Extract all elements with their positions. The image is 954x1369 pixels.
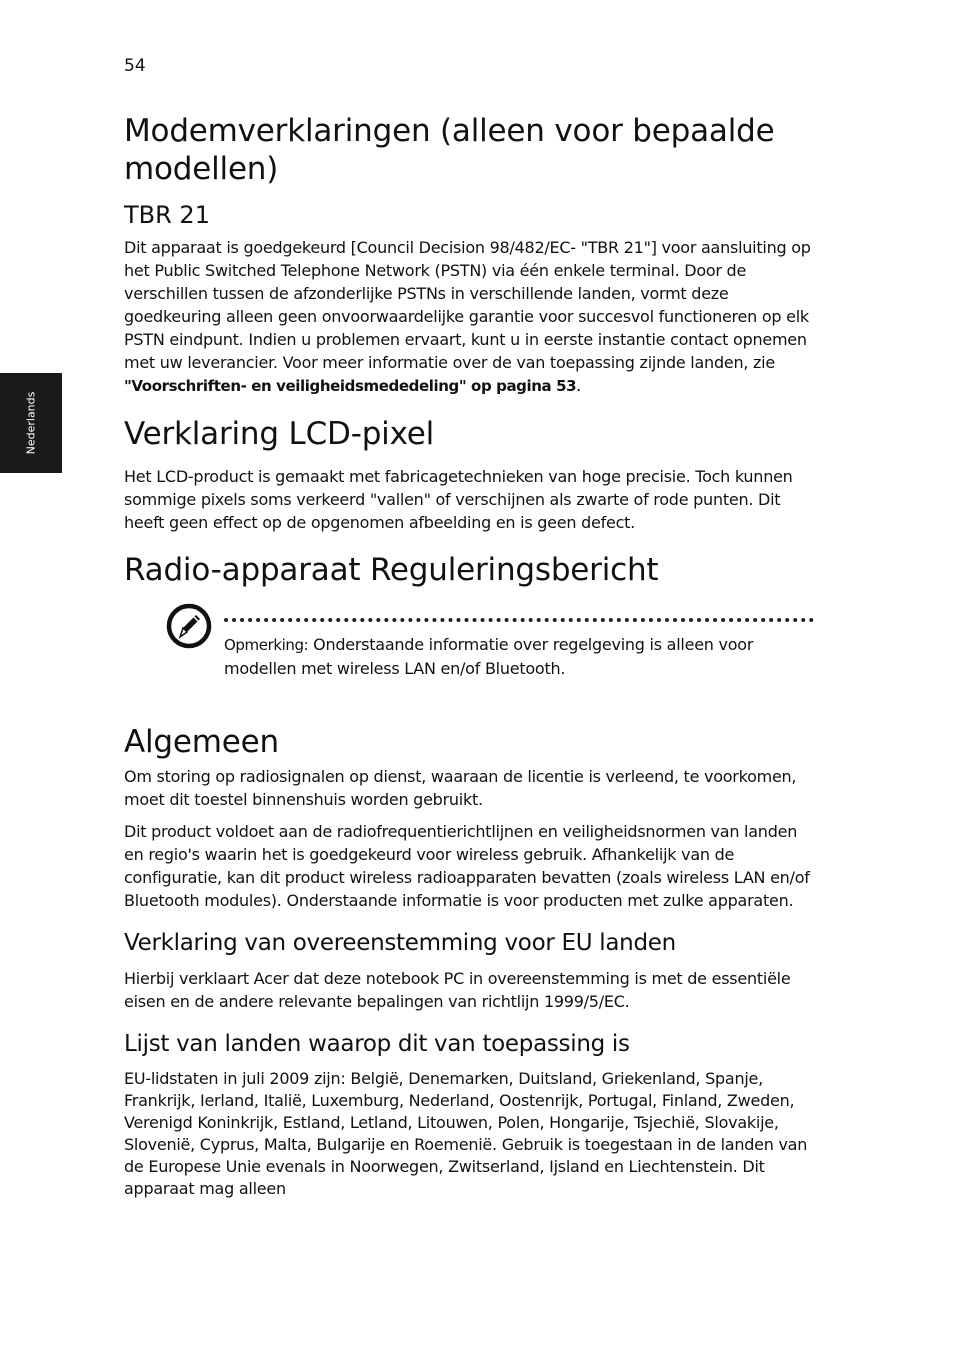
- lcd-pixel-paragraph: Het LCD-product is gemaakt met fabricagetechnieken van hoge precisie. Toch kunnen sommige pixels soms verkeerd "vallen" of verschijnen als zwarte of rode punten. Dit heeft geen effect op de opgenomen afbeelding en is geen defect.: [124, 467, 793, 532]
- radio-heading: Radio-apparaat Reguleringsbericht: [124, 552, 659, 588]
- eu-declaration-paragraph: Hierbij verklaart Acer dat deze notebook PC in overeenstemming is met de essentiële eisen en de andere relevante bepalingen van richtlijn 1999/5/EC.: [124, 969, 791, 1011]
- note-paragraph: [224, 633, 814, 680]
- note-body: Onderstaande informatie over regelgeving is alleen voor modellen met wireless LAN en/of Bluetooth.: [224, 635, 754, 678]
- tbr21-paragraph: [124, 236, 814, 398]
- page-number: 54: [124, 56, 146, 76]
- country-list-paragraph: EU-lidstaten in juli 2009 zijn: België, Denemarken, Duitsland, Griekenland, Spanje, Frankrijk, Ierland, Italië, Luxemburg, Nederland, Oostenrijk, Portugal, Finland, Zweden, Verenigd Koninkrijk, Estland, Letland, Litouwen, Polen, Hongarije, Tsjechië, Slovakije, Slovenië, Cyprus, Malta, Bulgarije en Roemenië. Gebruik is toegestaan in de landen van de Europese Unie evenals in Noorwegen, Zwitserland, Ijsland en Liechtenstein. Dit apparaat mag alleen: [124, 1069, 808, 1198]
- note-icon: [166, 603, 212, 649]
- tbr21-subheading: TBR 21: [124, 201, 210, 229]
- page-content: [124, 112, 814, 1209]
- note-box: [124, 603, 814, 715]
- general-paragraph-1: Om storing op radiosignalen op dienst, waaraan de licentie is verleend, te voorkomen, moet dit toestel binnenshuis worden gebruikt.: [124, 767, 797, 809]
- note-text: [224, 633, 814, 680]
- side-tab-label: Nederlands: [24, 391, 38, 455]
- note-label: Opmerking:: [224, 636, 309, 654]
- lcd-pixel-heading: Verklaring LCD-pixel: [124, 416, 435, 452]
- general-heading: Algemeen: [124, 724, 279, 760]
- country-list-heading: Lijst van landen waarop dit van toepassing is: [124, 1031, 630, 1057]
- general-paragraph-2: Dit product voldoet aan de radiofrequentierichtlijnen en veiligheidsnormen van landen en regio's waarin het is goedgekeurd voor wireless gebruik. Afhankelijk van de configuratie, kan dit product wireless radioapparaten bevatten (zoals wireless LAN en/of Bluetooth modules). Onderstaande informatie is voor producten met zulke apparaten.: [124, 822, 810, 910]
- tbr21-end: .: [576, 376, 581, 395]
- note-dotted-rule: [224, 618, 814, 622]
- language-side-tab: [0, 373, 62, 473]
- modem-heading: Modemverklaringen (alleen voor bepaalde modellen): [124, 113, 775, 187]
- eu-declaration-heading: Verklaring van overeenstemming voor EU landen: [124, 930, 676, 956]
- safety-notice-reference-link[interactable]: "Voorschriften- en veiligheidsmededeling" op pagina 53: [124, 377, 577, 395]
- tbr21-body: Dit apparaat is goedgekeurd [Council Decision 98/482/EC- "TBR 21"] voor aansluiting op het Public Switched Telephone Network (PSTN) via één enkele terminal. Door de verschillen tussen de afzonderlijke PSTNs in verschillende landen, vormt deze goedkeuring alleen geen onvoorwaardelijke garantie voor succesvol functioneren op elk PSTN eindpunt. Indien u problemen ervaart, kunt u in eerste instantie contact opnemen met uw leverancier. Voor meer informatie over de van toepassing zijnde landen, zie: [124, 238, 811, 372]
